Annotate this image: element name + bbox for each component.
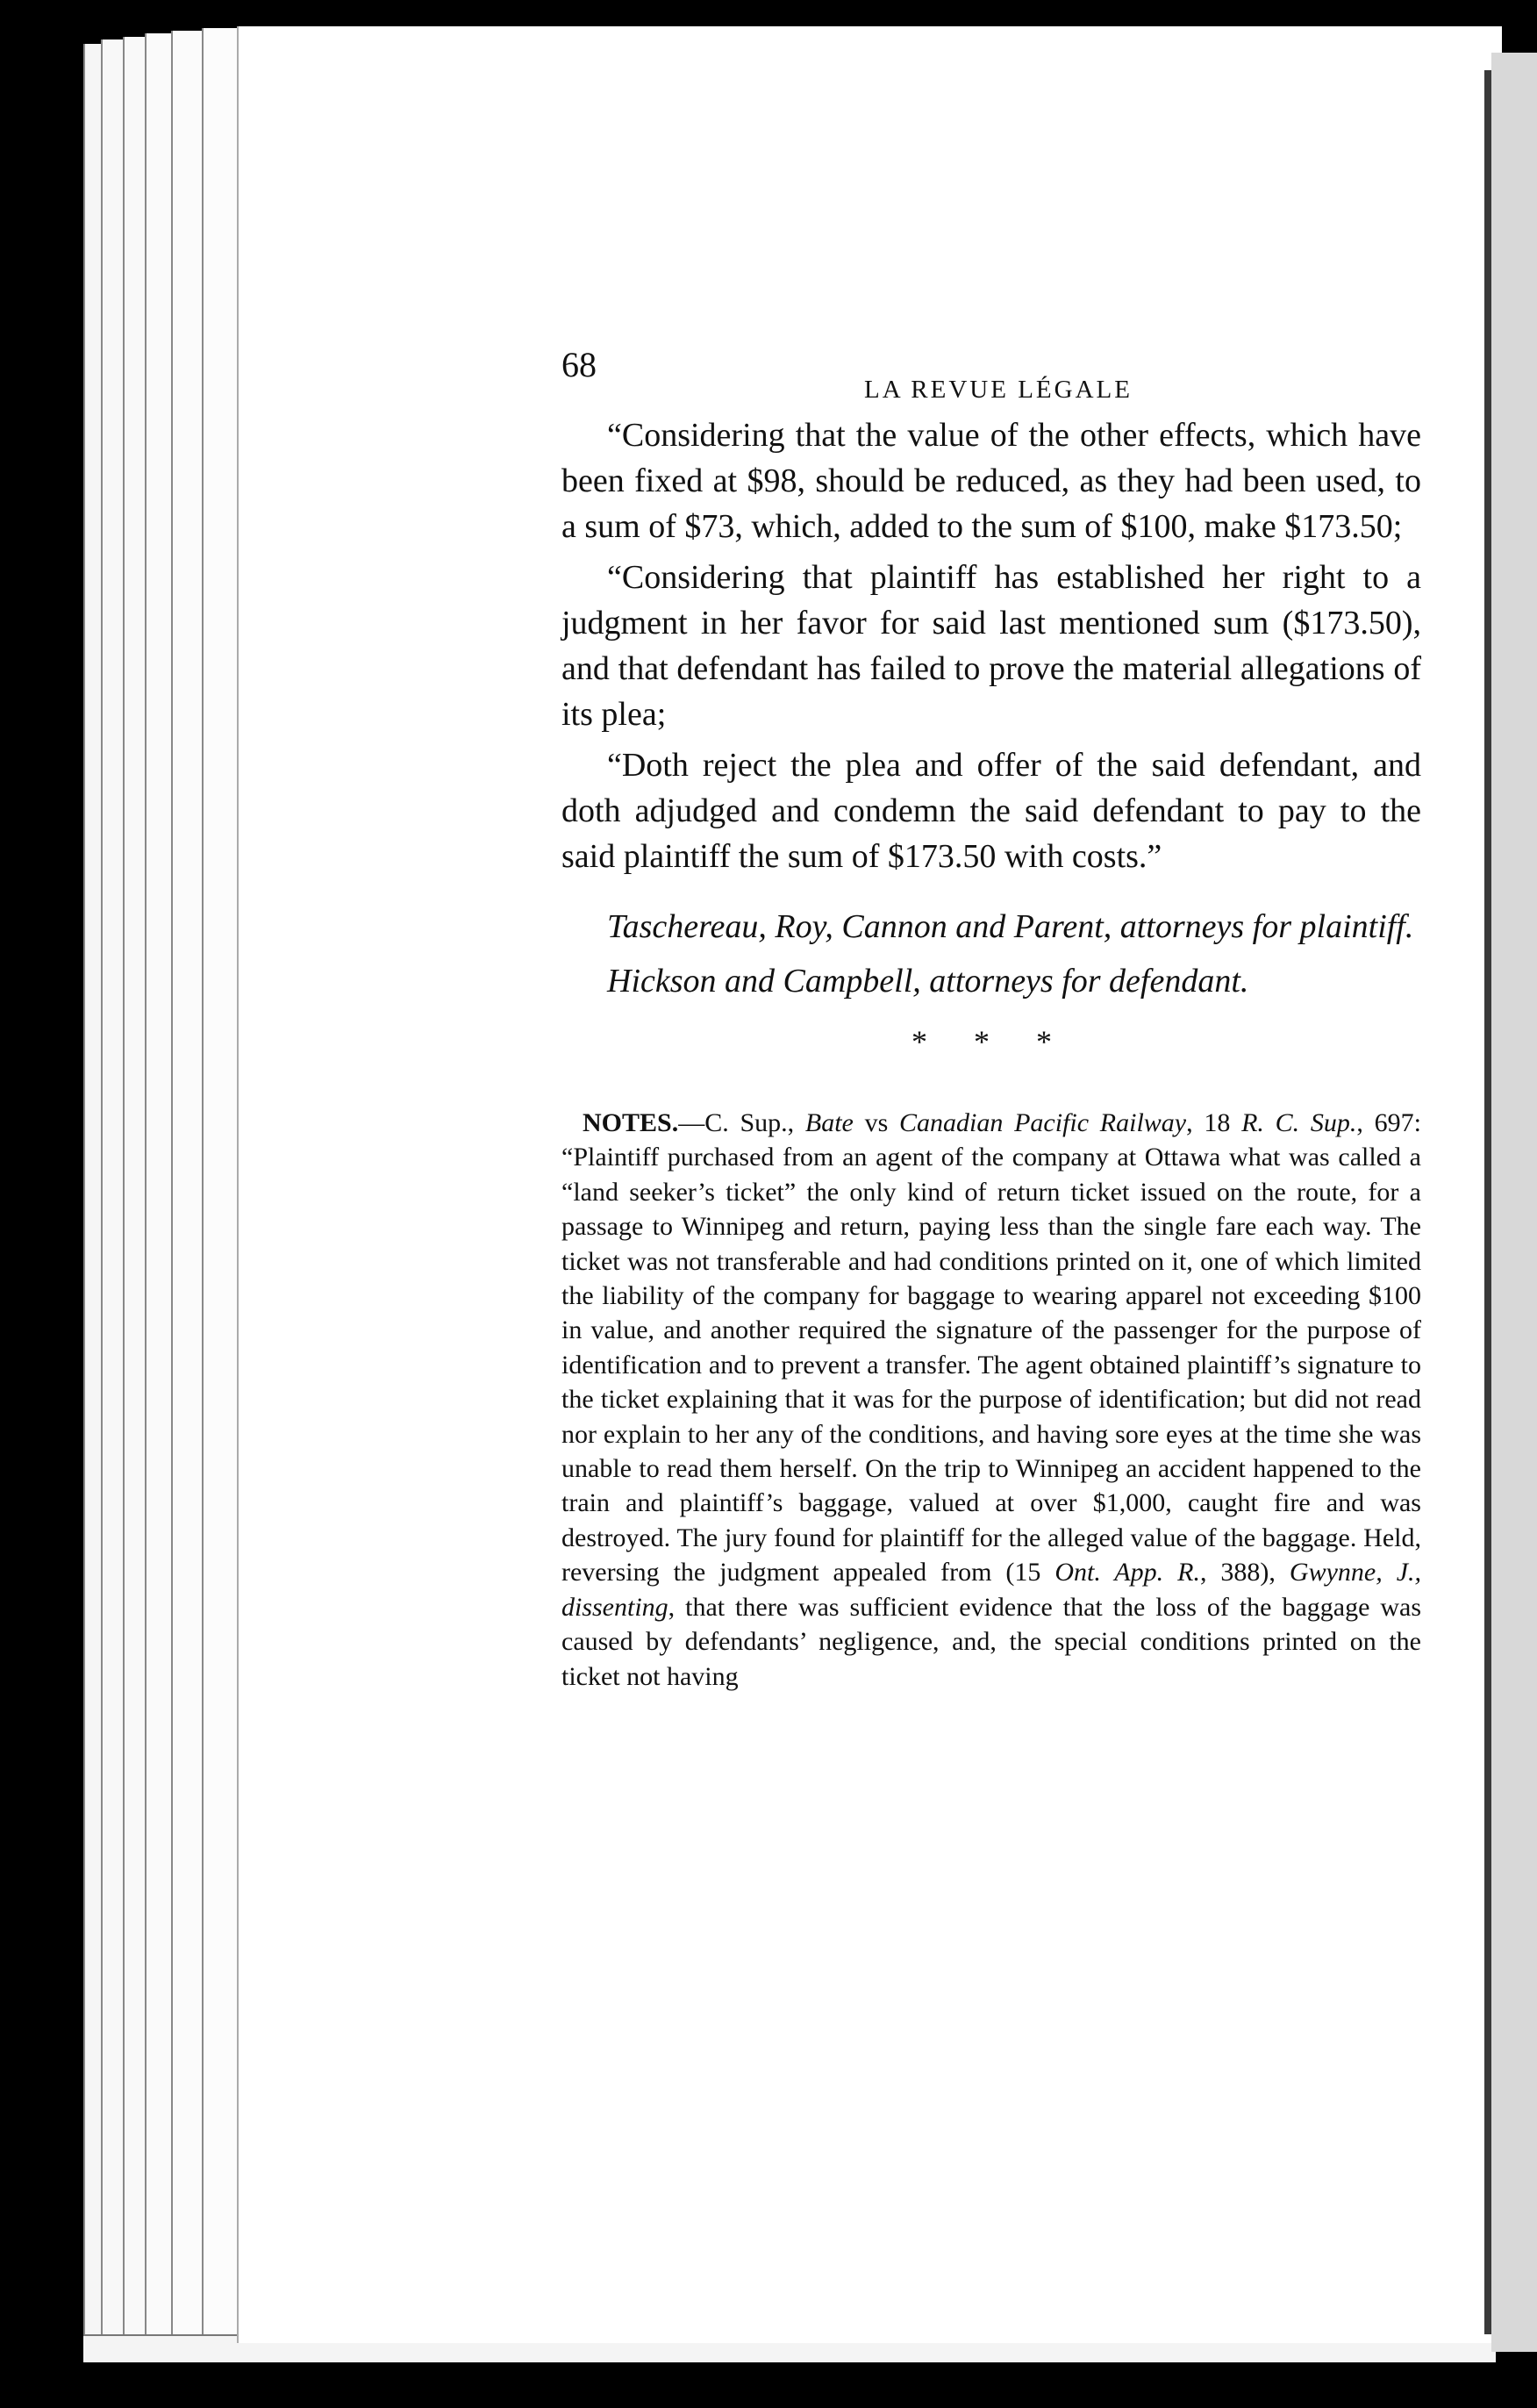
attorneys-plaintiff: Taschereau, Roy, Cannon and Parent, attorneys for plaintiff. [607, 908, 1414, 945]
running-head: LA REVUE LÉGALE [864, 376, 1133, 404]
judgment-paragraph: “Doth reject the plea and offer of the said defendant, and doth adjudged and condemn the said defendant to pay to the said plaintiff the sum of $173.50 with costs.” [561, 747, 1421, 875]
judgment-paragraph: “Considering that plaintiff has established her right to a judgment in her favor for said last mentioned sum ($173.50), and that defendant has failed to prove the material allegations of its plea; [561, 559, 1421, 733]
notes-text: , that there was sufficient evidence that the loss of the baggage was caused by defendants’ negligence, and, the special conditions printed on the ticket not having [561, 1592, 1421, 1691]
notes-party: Canadian Pacific Railway [899, 1108, 1187, 1137]
page-number: 68 [561, 345, 597, 384]
attorneys-defendant: Hickson and Campbell, attorneys for defendant. [607, 963, 1249, 1000]
notes-lead: NOTES. [583, 1108, 679, 1137]
notes-reference: Ont. App. R. [1054, 1558, 1200, 1587]
notes-text: vs [853, 1108, 900, 1137]
notes-text: , 388), [1199, 1558, 1290, 1587]
judgment-paragraph: “Considering that the value of the other effects, which have been fixed at $98, should be reduced, as they had been used, to a sum of $73, which, added to the sum of $100, make $173.50; [561, 417, 1421, 545]
notes-reporter: R. C. Sup. [1241, 1108, 1357, 1137]
notes-text: , 18 [1186, 1108, 1242, 1137]
page-content [561, 333, 1421, 1694]
notes-dissent: Gwynne, J., dissenting [561, 1558, 1422, 1622]
notes-text: —C. Sup., [678, 1108, 805, 1137]
section-separator: * * * [911, 1024, 1071, 1059]
notes-text: , 697: “Plaintiff purchased from an agent of the company at Ottawa what was called a “land seeker’s ticket” the only kind of return ticket issued on the route, for a passage to Winnipeg and return, paying less than the single fare each way. The ticket was not transferable and had conditions printed on it, one of which limited the liability of the company for baggage to wearing apparel not exceeding $100 in value, and another required the signature of the passenger for the purpose of identification and to prevent a transfer. The agent obtained plaintiff’s signature to the ticket explaining that it was for the purpose of identification; but did not read nor explain to her any of the conditions, and having sore eyes at the time she was unable to read them herself. On the trip to Winnipeg an accident happened to the train and plaintiff’s baggage, valued at over $1,000, caught fire and was destroyed. The jury found for plaintiff for the alleged value of the baggage. Held, reversing the judgment appealed from (15 [561, 1108, 1421, 1587]
page-gutter-shadow [1484, 70, 1491, 2334]
page-right-margin [1491, 53, 1537, 2352]
notes-case-name: Bate [804, 1108, 854, 1137]
notes-paragraph [561, 1106, 1421, 1694]
attorneys-block [561, 904, 1421, 1004]
page-header [561, 333, 1421, 412]
